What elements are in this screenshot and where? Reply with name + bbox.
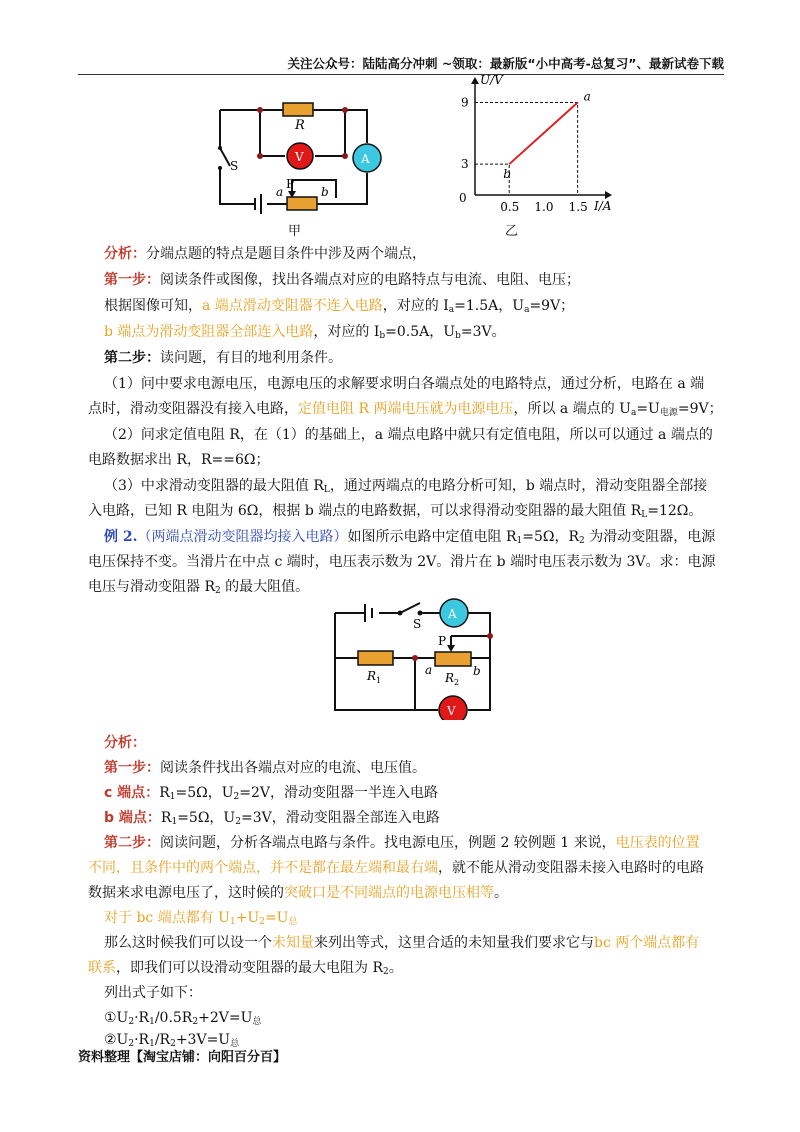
circuit-diagram-jia [205, 98, 405, 216]
label-end-a: a [276, 185, 284, 199]
caption-yi: 乙 [505, 224, 519, 239]
label-r: R [295, 118, 305, 133]
label-end-b-2: b [473, 664, 481, 678]
graph-xtick: 1.5 [568, 200, 588, 214]
step2-line: 第二步：读问题，有目的地利用条件。 [104, 350, 342, 366]
label-end-b: b [321, 185, 329, 199]
label-v-2: V [447, 704, 456, 718]
graph-ylabel: U/V [480, 73, 503, 87]
resistor-r1 [358, 651, 393, 665]
unknown-line2: 联系，即我们可以设滑动变阻器的最大电阻为 $R_2$。 [88, 960, 403, 977]
analysis2-title: 分析： [104, 735, 146, 751]
example2-line3: 电压与滑动变阻器 $R_2$ 的最大阻值。 [88, 579, 310, 596]
b-endpoint-line: b 端点：$R_1=5\Omega$，$U_2=3V$，滑动变阻器全部连入电路 [104, 810, 440, 827]
para3-line1: （3）中求滑动变阻器的最大阻值 $R_L$，通过两端点的电路分析可知，b 端点时，滑动变阻器全部接 [104, 478, 708, 495]
c-endpoint-line: c 端点：$R_1=5\Omega$，$U_2=2V$，滑动变阻器一半连入电路 [104, 785, 438, 802]
label-a-meter: A [361, 152, 370, 166]
list-label: 列出式子如下： [104, 985, 202, 1001]
graph-xlabel: I/A [594, 199, 612, 213]
analysis1-title-line: 分析：分端点题的特点是题目条件中涉及两个端点， [104, 246, 426, 262]
analysis1-line3: 根据图像可知，a 端点滑动变阻器不连入电路，对应的 $I_a=1.5A$，$U_a=9V$； [104, 298, 575, 315]
formula-2: $②U_2\cdot R_1/R_2+3V=U_总$ [104, 1032, 240, 1049]
label-v: V [295, 150, 304, 164]
para2-line2: 电路数据求出 R，R==6Ω； [88, 452, 270, 468]
label-end-a-2: a [425, 663, 433, 677]
graph-origin: 0 [459, 191, 467, 205]
para1-line1: （1）问中要求电源电压，电源电压的求解要求明白各端点处的电路特点，通过分析，电路在 a 端 [104, 376, 705, 392]
label-r1: $R_1$ [367, 669, 382, 685]
para1-line2: 点时，滑动变阻器没有接入电路，定值电阻 R 两端电压就为电源电压，所以 a 端点的 $U_a=U_{电源}=9V$； [88, 401, 723, 418]
resistor-r [283, 103, 313, 116]
analysis2-step1: 第一步：阅读条件找出各端点对应的电流、电压值。 [104, 760, 426, 776]
label-s: S [230, 159, 239, 173]
graph-point-label: a [583, 89, 591, 104]
graph-xtick: 0.5 [500, 200, 520, 214]
formula-1: $①U_2\cdot R_1/0.5R_2+2V=U_总$ [104, 1010, 262, 1027]
graph-data-line [509, 103, 577, 165]
graph-point-label: b [503, 167, 511, 182]
rheostat-r2 [435, 652, 471, 666]
graph-ytick: 3 [461, 157, 469, 172]
label-p-2: P [438, 634, 447, 648]
page-header: 关注公众号：陆陆高分冲刺 ~领取：最新版“小中高考-总复习”、最新试卷下载 [78, 56, 724, 75]
graph-ytick: 9 [461, 95, 469, 110]
para2-line1: （2）问求定值电阻 R，在（1）的基础上，a 端点电路中就只有定值电阻，所以可以通过 a 端点的 [104, 427, 713, 443]
graph-xtick: 1.0 [534, 200, 554, 214]
rheostat [287, 197, 317, 210]
example2-line2: 电压保持不变。当滑片在中点 c 端时，电压表示数为 2V。滑片在 b 端时电压表示数为 3V。求：电源 [88, 554, 716, 570]
example2-line1: 例 2.（两端点滑动变阻器均接入电路）如图所示电路中定值电阻 $R_1=5\Omega$，$R_2$ 为滑动变阻器，电源 [104, 529, 716, 546]
label-p: P [286, 177, 295, 191]
page-footer: 资料整理【淘宝店铺：向阳百分百】 [78, 1050, 287, 1065]
analysis2-step2-line3: 数据来求电源电压了，这时候的突破口是不同端点的电源电压相等。 [88, 885, 508, 901]
step1-line: 第一步：阅读条件或图像，找出各端点对应的电路特点与电流、电阻、电压； [104, 272, 580, 288]
unknown-line1: 那么这时候我们可以设一个未知量来列出等式，这里合适的未知量我们要求它与bc 两个端点都有 [104, 935, 700, 951]
label-s-2: S [413, 617, 422, 631]
analysis2-step2-line1: 第二步：阅读问题，分析各端点电路与条件。找电源电压，例题 2 较例题 1 来说，电压表的位置 [104, 835, 700, 851]
caption-jia: 甲 [288, 224, 302, 239]
label-a-meter-2: A [448, 607, 457, 621]
analysis2-step2-line2: 不同，且条件中的两个端点，并不是都在最左端和最右端，就不能从滑动变阻器未接入电路时的电路 [88, 860, 704, 876]
para3-line2: 入电路，已知 R 电阻为 6Ω，根据 b 端点的电路数据，可以求得滑动变阻器的最大阻值 $R_L=12\Omega$。 [88, 503, 703, 520]
analysis1-line4: b 端点为滑动变阻器全部连入电路，对应的 $I_b=0.5A$，$U_b=3V$。 [104, 324, 506, 341]
circuit-diagram-example2 [325, 598, 505, 720]
u-i-graph [440, 70, 630, 220]
equation-line: 对于 bc 端点都有 $U_1+U_2=U_总$ [104, 910, 298, 927]
label-r2: $R_2$ [445, 671, 460, 687]
